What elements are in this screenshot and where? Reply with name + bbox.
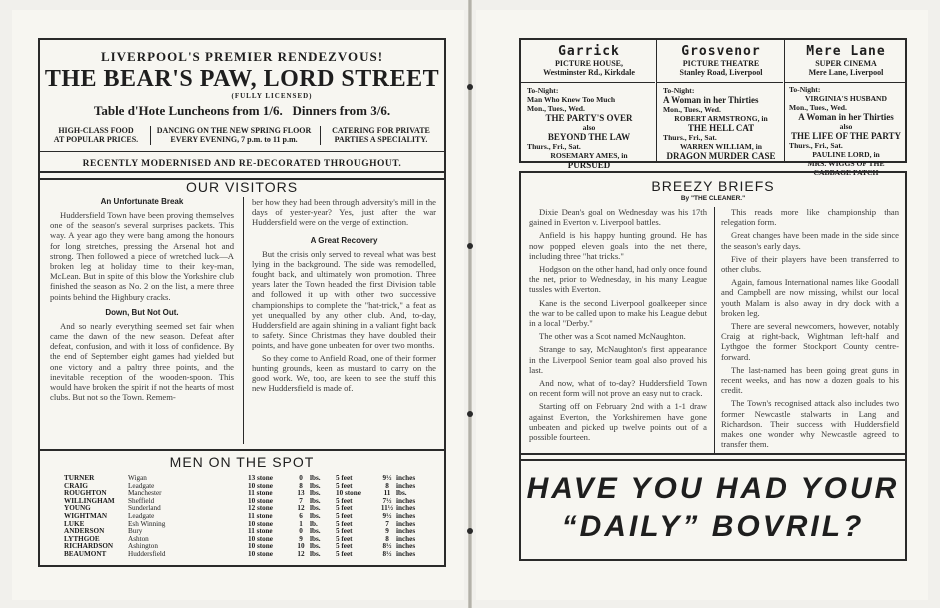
- advert-catering-line: PARTIES A SPECIALITY.: [334, 135, 428, 144]
- film-title: Man Who Knew Too Much: [527, 95, 616, 104]
- binding-hole: [467, 528, 473, 534]
- weight-unit: lb.: [310, 519, 318, 528]
- player-row: [64, 543, 426, 551]
- player-name: BEAUMONT: [64, 549, 107, 558]
- height-inches: 7: [385, 519, 389, 528]
- weight-lbs: 9: [299, 534, 303, 543]
- height-unit: inches: [396, 534, 416, 543]
- right-page: [476, 10, 928, 600]
- player-birthplace: Ashington: [128, 542, 158, 551]
- days-label: Thurs., Fri., Sat.: [663, 133, 717, 142]
- cinema-listings: [519, 38, 907, 177]
- weight-unit: lbs.: [310, 511, 321, 520]
- weight-unit: lbs.: [310, 549, 321, 558]
- advert-catering-line: CATERING FOR PRIVATE: [332, 126, 430, 135]
- section-rule: [40, 449, 444, 451]
- height-inches: 9½: [382, 511, 392, 520]
- brief-paragraph: And now, what of to-day? Huddersfield Town on recent form will not prove an easy nut to crack.: [529, 378, 707, 399]
- player-birthplace: Manchester: [128, 489, 162, 498]
- cinema-name: Mere Lane: [806, 44, 886, 59]
- weight-stone: 11 stone: [248, 527, 273, 536]
- weight-lbs: 6: [299, 511, 303, 520]
- height-inches: 7½: [382, 496, 392, 505]
- player-row: [64, 475, 426, 483]
- height-feet: 5 feet: [336, 511, 353, 520]
- height-unit: inches: [396, 474, 416, 482]
- cinema-type: PICTURE THEATRE: [682, 59, 760, 68]
- bovril-line-1: HAVE YOU HAD YOUR: [526, 472, 900, 505]
- bovril-line-2: “DAILY” BOVRIL?: [561, 510, 865, 543]
- advert-title: THE BEAR'S PAW, LORD STREET: [44, 66, 440, 92]
- height-unit: inches: [396, 511, 416, 520]
- height-unit: inches: [396, 549, 416, 558]
- film-star: ROSEMARY AMES, in: [550, 151, 628, 160]
- advert-tagline: LIVERPOOL'S PREMIER RENDEZVOUS!: [100, 49, 384, 64]
- weight-stone: 13 stone: [248, 474, 273, 482]
- article-paragraph: So they come to Anfield Road, one of their former hunting grounds, keen as mustard to carry on the good work. We, too, are keen to see the stuff this new Huddersfield is made of.: [252, 352, 436, 394]
- weight-unit: lbs.: [310, 489, 321, 498]
- weight-stone: 10 stone: [248, 549, 273, 558]
- height-inches: 11½: [380, 504, 394, 513]
- height-inches: 8: [385, 481, 389, 490]
- subheading: A Great Recovery: [310, 235, 378, 245]
- tonight-label: To-Night:: [663, 86, 695, 95]
- weight-lbs: 7: [299, 496, 303, 505]
- days-label: Thurs., Fri., Sat.: [527, 142, 581, 151]
- player-name: WILLINGHAM: [64, 496, 115, 505]
- film-star: ROBERT ARMSTRONG, in: [674, 114, 768, 123]
- film-title: THE HELL CAT: [687, 123, 755, 133]
- advert-food-line: HIGH-CLASS FOOD: [58, 126, 134, 135]
- weight-unit: lbs.: [310, 542, 321, 551]
- cinema-mere-lane: [785, 40, 905, 177]
- visitors-title: OUR VISITORS: [185, 179, 299, 195]
- film-title: PURSUED: [567, 160, 611, 170]
- film-title: CABBAGE PATCH: [813, 168, 879, 177]
- brief-paragraph: Dixie Dean's goal on Wednesday was his 17th gained in Everton v. Liverpool battles.: [529, 207, 707, 228]
- book-spine: [468, 0, 472, 608]
- player-name: WIGHTMAN: [64, 511, 108, 520]
- film-title: DRAGON MURDER CASE: [666, 151, 776, 161]
- height-inches: 8½: [382, 549, 392, 558]
- height-feet: 10 stone: [336, 489, 361, 498]
- breezy-briefs-panel: [519, 171, 907, 461]
- weight-lbs: 1: [299, 519, 303, 528]
- brief-paragraph: Hodgson on the other hand, had only once found the net, prior to Wednesday, in his many League tussles with Everton.: [529, 264, 707, 295]
- film-title: A Woman in her Thirties: [798, 112, 894, 122]
- height-feet: 5 feet: [336, 496, 353, 505]
- height-unit: inches: [396, 496, 416, 505]
- height-unit: lbs.: [396, 489, 407, 498]
- weight-lbs: 8: [299, 481, 303, 490]
- weight-stone: 10 stone: [248, 496, 273, 505]
- height-inches: 8: [385, 534, 389, 543]
- advert-rule: [40, 151, 444, 152]
- advert-prices: Table d'Hote Luncheons from 1/6. Dinners from 3/6.: [93, 103, 391, 118]
- weight-lbs: 12: [297, 549, 305, 558]
- height-feet: 5 feet: [336, 474, 353, 482]
- advert-catering: [322, 126, 440, 144]
- brief-paragraph: The other was a Scot named McNaughton.: [539, 331, 686, 342]
- player-row: [64, 505, 426, 513]
- advert-divider: [150, 126, 151, 145]
- height-feet: 5 feet: [336, 481, 353, 490]
- film-title: A Woman in her Thirties: [663, 95, 759, 105]
- brief-paragraph: The Town's recognised attack also includes two former Newcastle stalwarts in Lang and Richardson. Their success with Huddersfield makes one wonder why Newcastle agreed to transfer them.: [721, 398, 899, 450]
- brief-paragraph: Again, famous International names like Goodall and Campbell are now missing, whilst our local youth Malam is also away in dry dock with a broken leg.: [721, 277, 899, 318]
- height-unit: inches: [396, 527, 416, 536]
- height-unit: inches: [396, 519, 416, 528]
- briefs-column-left: [529, 207, 707, 445]
- weight-stone: 11 stone: [248, 511, 273, 520]
- visitors-column-right: [252, 197, 436, 393]
- advert-food: [46, 126, 146, 144]
- film-title: THE PARTY'S OVER: [545, 113, 633, 123]
- cinema-rule: [785, 82, 905, 83]
- players-table: [64, 475, 426, 559]
- brief-paragraph: This reads more like championship than relegation form.: [721, 207, 899, 228]
- column-rule: [714, 207, 715, 455]
- height-feet: 5 feet: [336, 542, 353, 551]
- weight-lbs: 13: [297, 489, 305, 498]
- height-unit: inches: [396, 481, 416, 490]
- height-feet: 5 feet: [336, 549, 353, 558]
- briefs-column-right: [721, 207, 899, 452]
- advert-food-line: AT POPULAR PRICES.: [53, 135, 139, 144]
- bovril-advert: [519, 453, 907, 561]
- spot-title: MEN ON THE SPOT: [169, 454, 315, 470]
- article-paragraph: ber how they had been through adversity's mill in the days of yester-year? Yes, just after the war Huddersfield were on the verge of extinction.: [252, 197, 436, 228]
- film-star: PAULINE LORD, in: [812, 150, 880, 159]
- days-label: Mon., Tues., Wed.: [789, 103, 847, 112]
- player-name: TURNER: [64, 474, 95, 482]
- weight-stone: 10 stone: [248, 519, 273, 528]
- article-paragraph: But the crisis only served to reveal what was best lying in the background. The side was remodelled, fought back, and ultimately won promotion. Three years later the Town headed the first Division table and followed it up with other two successive championships to complete the "hat-trick," a feat as yet unequalled by any other club. And, to-day, Huddersfield are again shining in a valiant fight back to safety. Since Christmas they have doubled their points, and have gone unbeaten for over two months.: [252, 248, 436, 351]
- player-birthplace: Sunderland: [128, 504, 161, 513]
- cinema-rule: [657, 82, 783, 83]
- weight-lbs: 0: [299, 474, 303, 482]
- height-inches: 9: [385, 527, 389, 536]
- days-label: Mon., Tues., Wed.: [527, 104, 585, 113]
- height-inches: 11: [383, 489, 391, 498]
- advert-footer: RECENTLY MODERNISED AND RE-DECORATED THROUGHOUT.: [82, 159, 402, 169]
- cinema-address: Stanley Road, Liverpool: [679, 68, 763, 77]
- article-paragraph: Huddersfield Town have been proving themselves one of the season's several surprises packets. This way. A year ago they were bang among the honours for long stretches, pressing the Arsenal hot and strong. Then followed a piece of wretched luck—A broken leg at holiday time to their key-man, McLean. But in spite of this blow the Yorkshire club finished the season as No. 2 on the list, a mere three points behind the Highbury cracks.: [50, 210, 234, 302]
- days-label: Thurs., Fri., Sat.: [789, 141, 843, 150]
- player-name: ANDERSON: [64, 527, 105, 536]
- height-feet: 5 feet: [336, 527, 353, 536]
- player-row: [64, 528, 426, 536]
- brief-paragraph: Kane is the second Liverpool goalkeeper since the war to be called upon to make his League debut in a local "Derby.": [529, 297, 707, 329]
- binding-hole: [467, 243, 473, 249]
- also-label: also: [582, 123, 596, 132]
- binding-hole: [467, 411, 473, 417]
- player-name: LYTHGOE: [64, 534, 100, 543]
- height-feet: 5 feet: [336, 534, 353, 543]
- briefs-title: BREEZY BRIEFS: [651, 178, 775, 194]
- height-unit: inches: [396, 542, 416, 551]
- weight-lbs: 12: [297, 504, 305, 513]
- weight-unit: lbs.: [310, 496, 321, 505]
- brief-paragraph: Five of their players have been transferred to other clubs.: [721, 253, 899, 275]
- player-row: [64, 483, 426, 491]
- player-row: [64, 536, 426, 544]
- brief-paragraph: Starting off on February 2nd with a 1-1 draw against Everton, the Yorkshiremen have gone unbeaten and picked up twelve points out of a possible fourteen.: [529, 401, 707, 443]
- briefs-byline: By "THE CLEANER.": [680, 195, 746, 202]
- weight-unit: lbs.: [310, 504, 321, 513]
- player-name: YOUNG: [64, 504, 91, 513]
- player-row: [64, 551, 426, 559]
- cinema-address: Westminster Rd., Kirkdale: [543, 68, 635, 77]
- left-page: [12, 10, 464, 600]
- player-birthplace: Wigan: [128, 474, 147, 482]
- player-name: LUKE: [64, 519, 85, 528]
- advert-divider: [320, 126, 321, 145]
- weight-stone: 10 stone: [248, 542, 273, 551]
- film-title: VIRGINIA'S HUSBAND: [804, 94, 888, 103]
- player-row: [64, 490, 426, 498]
- player-row: [64, 498, 426, 506]
- player-name: RICHARDSON: [64, 542, 114, 551]
- subheading: Down, But Not Out.: [105, 307, 179, 317]
- cinema-address: Mere Lane, Liverpool: [808, 68, 884, 77]
- weight-unit: lbs.: [310, 534, 321, 543]
- weight-stone: 10 stone: [248, 481, 273, 490]
- brief-paragraph: The last-named has been going great guns in recent weeks, and has now a dozen goals to his credit.: [721, 364, 899, 396]
- visitors-column-left: [50, 197, 234, 402]
- cinema-type: PICTURE HOUSE,: [554, 59, 623, 68]
- column-rule: [243, 197, 244, 444]
- weight-stone: 11 stone: [248, 489, 273, 498]
- height-feet: 5 feet: [336, 519, 353, 528]
- bears-paw-advert: [38, 38, 446, 180]
- tonight-label: To-Night:: [527, 86, 559, 95]
- brief-paragraph: Anfield is his happy hunting ground. He has now popped eleven goals into the net there, including three "hat tricks.": [529, 230, 707, 261]
- cinema-grosvenor: [657, 40, 783, 163]
- cinema-name: Garrick: [558, 44, 620, 59]
- advert-dancing: [152, 126, 316, 144]
- weight-stone: 10 stone: [248, 534, 273, 543]
- film-title: BEYOND THE LAW: [547, 132, 631, 142]
- also-label: also: [839, 122, 853, 131]
- player-birthplace: Huddersfield: [128, 549, 166, 558]
- weight-stone: 12 stone: [248, 504, 273, 513]
- weight-lbs: 10: [297, 542, 305, 551]
- player-birthplace: Esh Winning: [128, 519, 166, 528]
- player-birthplace: Ashton: [128, 534, 149, 543]
- weight-unit: lbs.: [310, 474, 321, 482]
- player-birthplace: Leadgate: [128, 481, 155, 490]
- binding-hole: [467, 84, 473, 90]
- advert-licensed: (FULLY LICENSED): [231, 92, 313, 100]
- player-birthplace: Leadgate: [128, 511, 155, 520]
- days-label: Mon., Tues., Wed.: [663, 105, 721, 114]
- tonight-label: To-Night:: [789, 85, 821, 94]
- player-birthplace: Bury: [128, 527, 143, 536]
- cinema-garrick: [521, 40, 655, 170]
- visitors-panel: [38, 171, 446, 567]
- brief-paragraph: There are several newcomers, however, notably Craig at right-back, Wightman left-half and Lythgoe the former Stockport County centre-forward.: [721, 321, 899, 362]
- player-birthplace: Sheffield: [128, 496, 155, 505]
- height-feet: 5 feet: [336, 504, 353, 513]
- advert-dancing-line: DANCING ON THE NEW SPRING FLOOR: [156, 126, 312, 135]
- height-unit: inches: [396, 504, 416, 513]
- weight-unit: lbs.: [310, 527, 321, 536]
- film-title: THE LIFE OF THE PARTY: [790, 131, 902, 141]
- film-title: MRS. WIGGS OF THE: [807, 159, 885, 168]
- cinema-name: Grosvenor: [681, 44, 761, 59]
- brief-paragraph: Strange to say, McNaughton's first appearance in the Liverpool Senior team goal also proved his last.: [529, 344, 707, 375]
- brief-paragraph: Great changes have been made in the side since the season's early days.: [721, 230, 899, 251]
- player-row: [64, 513, 426, 521]
- advert-dancing-line: EVERY EVENING, 7 p.m. to 11 p.m.: [170, 135, 298, 144]
- cinema-type: SUPER CINEMA: [815, 59, 877, 68]
- player-row: [64, 521, 426, 529]
- height-inches: 8½: [382, 542, 392, 551]
- article-paragraph: And so nearly everything seemed set fair when came the dawn of the new season. Defeat after defeat, confusion, and with it loss of confidence. By the end of September eight games had yielded but one victory and a paltry three points, and the inevitable reception of the wooden-spoon. This would have broken the spirit if not the hearts of most clubs. But not so the Town. Remem-: [50, 320, 234, 403]
- player-name: CRAIG: [64, 481, 88, 490]
- weight-lbs: 0: [299, 527, 303, 536]
- cinema-rule: [521, 82, 655, 83]
- film-star: WARREN WILLIAM, in: [680, 142, 762, 151]
- height-inches: 9½: [382, 474, 392, 482]
- player-name: ROUGHTON: [64, 489, 107, 498]
- weight-unit: lbs.: [310, 481, 321, 490]
- subheading: An Unfortunate Break: [100, 197, 184, 206]
